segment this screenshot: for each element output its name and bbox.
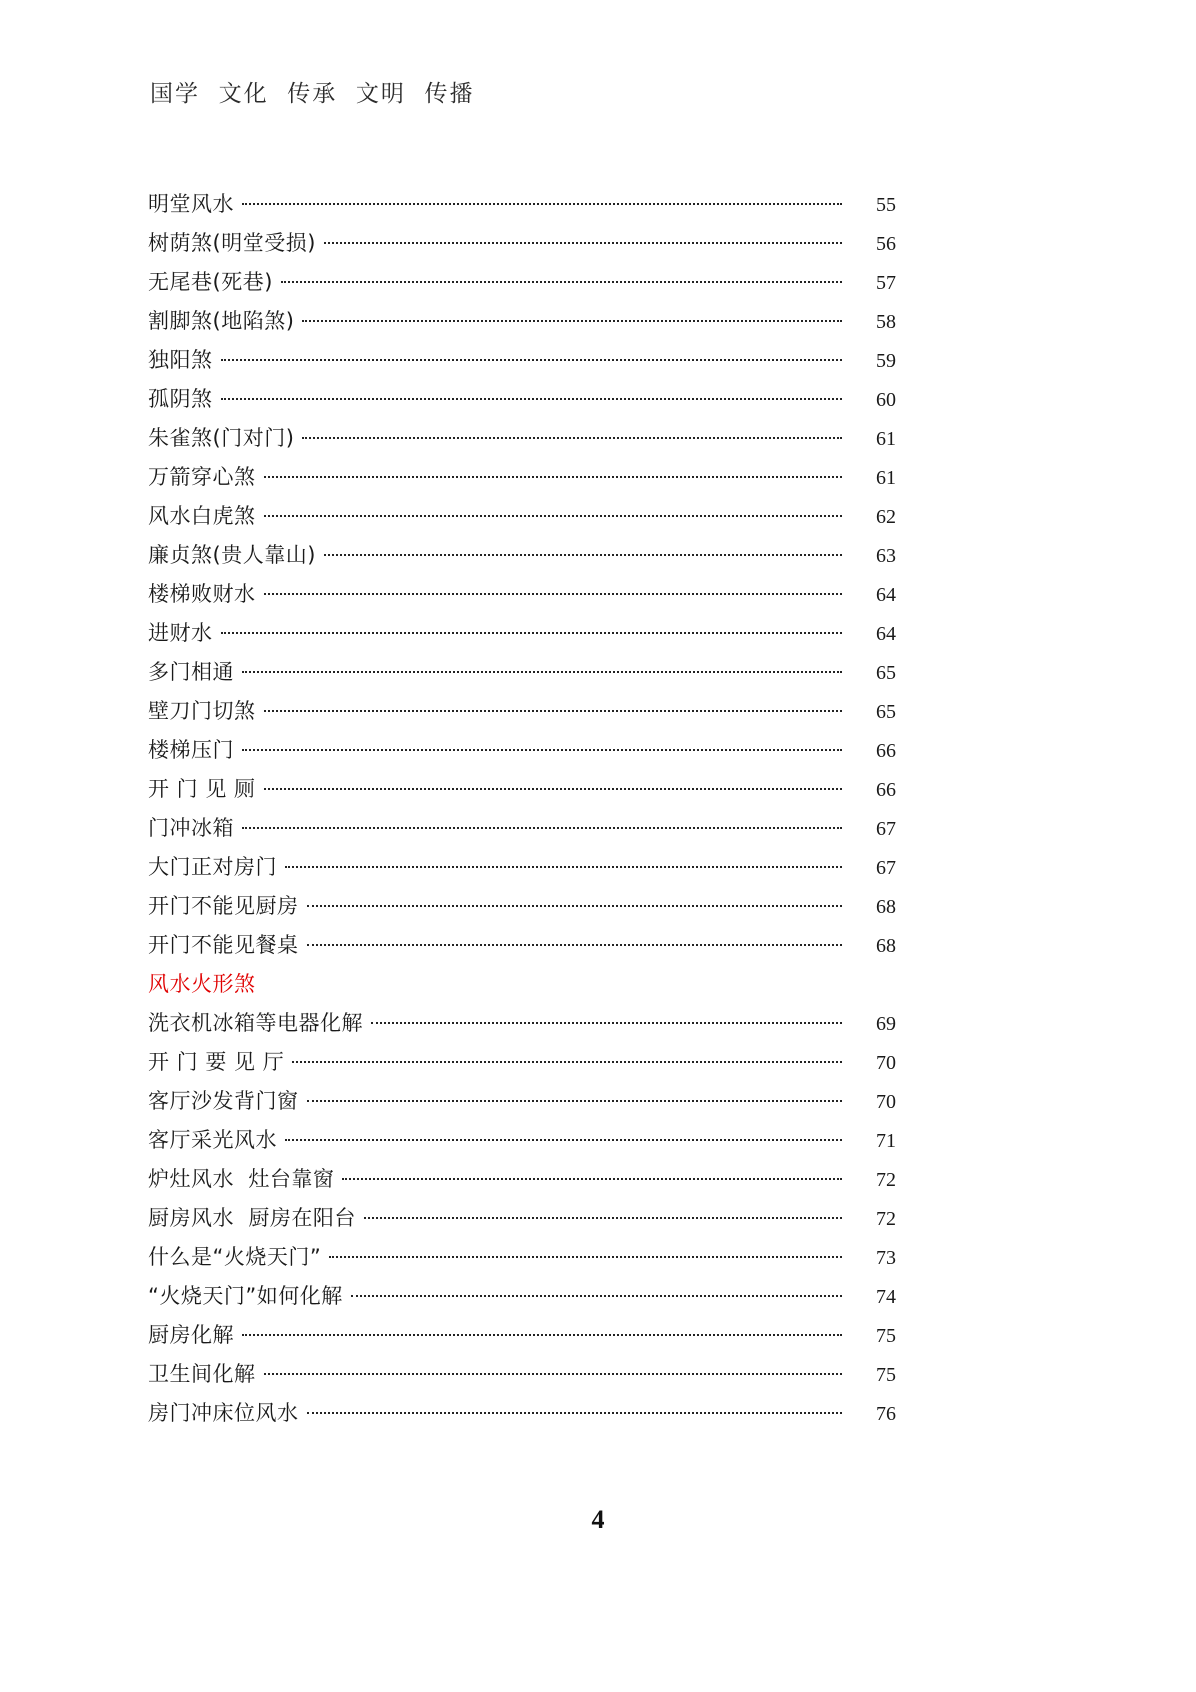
toc-entry-page: 64 <box>876 584 896 606</box>
toc-leader-dots <box>292 1061 842 1063</box>
toc-entry-page: 72 <box>876 1169 896 1191</box>
toc-entry[interactable] <box>148 1358 896 1397</box>
toc-leader-dots <box>242 1334 842 1336</box>
table-of-contents <box>148 188 896 1436</box>
toc-entry-title: 孤阴煞 <box>148 387 213 411</box>
toc-leader-dots <box>242 749 842 751</box>
toc-entry[interactable] <box>148 422 896 461</box>
toc-entry-page: 69 <box>876 1013 896 1035</box>
toc-entry-page: 61 <box>876 428 896 450</box>
toc-entry-page: 61 <box>876 467 896 489</box>
toc-leader-dots <box>285 866 842 868</box>
toc-entry-page: 67 <box>876 857 896 879</box>
toc-leader-dots <box>242 827 842 829</box>
toc-entry-page: 57 <box>876 272 896 294</box>
toc-leader-dots <box>307 1100 843 1102</box>
toc-leader-dots <box>324 554 842 556</box>
toc-leader-dots <box>307 1412 843 1414</box>
page-header: 国学 文化 传承 文明 传播 <box>150 81 475 107</box>
toc-leader-dots <box>342 1178 842 1180</box>
toc-entry-title: 树荫煞(明堂受损) <box>148 231 316 255</box>
toc-entry-page: 63 <box>876 545 896 567</box>
toc-entry[interactable] <box>148 539 896 578</box>
toc-entry-title: 门冲冰箱 <box>148 816 234 840</box>
toc-entry-page: 73 <box>876 1247 896 1269</box>
toc-entry-title: 大门正对房门 <box>148 855 277 879</box>
toc-entry-page: 56 <box>876 233 896 255</box>
toc-entry-title: 卫生间化解 <box>148 1362 256 1386</box>
toc-entry-title: 楼梯压门 <box>148 738 234 762</box>
toc-leader-dots <box>264 515 843 517</box>
toc-leader-dots <box>302 437 842 439</box>
toc-entry-title: 明堂风水 <box>148 192 234 216</box>
toc-entry[interactable] <box>148 656 896 695</box>
toc-entry-page: 65 <box>876 662 896 684</box>
toc-entry-title: 客厅采光风水 <box>148 1128 277 1152</box>
toc-section-heading[interactable] <box>148 968 896 1007</box>
toc-entry-title: 厨房风水 厨房在阳台 <box>148 1206 356 1230</box>
toc-entry-title: 开 门 要 见 厅 <box>148 1050 285 1074</box>
toc-entry-title: 厨房化解 <box>148 1323 234 1347</box>
toc-entry-title: 独阳煞 <box>148 348 213 372</box>
toc-entry-title: 割脚煞(地陷煞) <box>148 309 295 333</box>
toc-entry-title: 朱雀煞(门对门) <box>148 426 295 450</box>
toc-entry-title: 多门相通 <box>148 660 234 684</box>
toc-leader-dots <box>351 1295 842 1297</box>
toc-entry[interactable] <box>148 1007 896 1046</box>
toc-entry[interactable] <box>148 812 896 851</box>
toc-entry-page: 75 <box>876 1364 896 1386</box>
toc-entry-page: 59 <box>876 350 896 372</box>
toc-entry[interactable] <box>148 500 896 539</box>
toc-entry-title: 楼梯败财水 <box>148 582 256 606</box>
toc-entry-title: “火烧天门”如何化解 <box>148 1284 343 1308</box>
toc-entry-page: 70 <box>876 1052 896 1074</box>
toc-entry-page: 67 <box>876 818 896 840</box>
toc-leader-dots <box>264 1373 843 1375</box>
toc-leader-dots <box>264 710 843 712</box>
toc-entry-title: 洗衣机冰箱等电器化解 <box>148 1011 363 1035</box>
toc-entry-page: 76 <box>876 1403 896 1425</box>
toc-entry[interactable] <box>148 1241 896 1280</box>
toc-entry[interactable] <box>148 929 896 968</box>
toc-entry-page: 62 <box>876 506 896 528</box>
toc-entry-title: 廉贞煞(贵人靠山) <box>148 543 316 567</box>
toc-leader-dots <box>264 476 843 478</box>
toc-leader-dots <box>307 944 843 946</box>
toc-entry-page: 68 <box>876 935 896 957</box>
toc-entry[interactable] <box>148 344 896 383</box>
toc-leader-dots <box>221 359 843 361</box>
toc-entry-page: 75 <box>876 1325 896 1347</box>
toc-entry[interactable] <box>148 227 896 266</box>
toc-entry[interactable] <box>148 695 896 734</box>
toc-entry-page: 58 <box>876 311 896 333</box>
toc-entry[interactable] <box>148 305 896 344</box>
toc-leader-dots <box>324 242 842 244</box>
toc-entry-title: 壁刀门切煞 <box>148 699 256 723</box>
toc-entry-title: 房门冲床位风水 <box>148 1401 299 1425</box>
toc-entry-page: 72 <box>876 1208 896 1230</box>
toc-entry[interactable] <box>148 773 896 812</box>
toc-leader-dots <box>307 905 843 907</box>
toc-entry[interactable] <box>148 1046 896 1085</box>
toc-entry[interactable] <box>148 851 896 890</box>
toc-entry-page: 55 <box>876 194 896 216</box>
toc-entry-title: 客厅沙发背门窗 <box>148 1089 299 1113</box>
toc-leader-dots <box>281 281 842 283</box>
toc-entry-title: 开门不能见餐桌 <box>148 933 299 957</box>
toc-entry-title: 万箭穿心煞 <box>148 465 256 489</box>
toc-leader-dots <box>221 398 843 400</box>
toc-entry-title: 开 门 见 厕 <box>148 777 256 801</box>
toc-entry-title: 炉灶风水 灶台靠窗 <box>148 1167 335 1191</box>
toc-entry[interactable] <box>148 1085 896 1124</box>
toc-entry[interactable] <box>148 1124 896 1163</box>
toc-leader-dots <box>242 671 842 673</box>
toc-entry-page: 65 <box>876 701 896 723</box>
toc-entry[interactable] <box>148 1202 896 1241</box>
toc-entry-page: 68 <box>876 896 896 918</box>
toc-entry[interactable] <box>148 383 896 422</box>
toc-leader-dots <box>371 1022 842 1024</box>
toc-entry[interactable] <box>148 890 896 929</box>
toc-entry[interactable] <box>148 1319 896 1358</box>
toc-entry-title: 风水火形煞 <box>148 972 256 996</box>
toc-entry[interactable] <box>148 461 896 500</box>
toc-entry[interactable] <box>148 578 896 617</box>
toc-entry-page: 71 <box>876 1130 896 1152</box>
toc-entry[interactable] <box>148 617 896 656</box>
toc-entry[interactable] <box>148 188 896 227</box>
toc-entry[interactable] <box>148 734 896 773</box>
toc-entry-page: 64 <box>876 623 896 645</box>
toc-entry-title: 开门不能见厨房 <box>148 894 299 918</box>
toc-entry-title: 进财水 <box>148 621 213 645</box>
toc-entry-page: 66 <box>876 740 896 762</box>
toc-leader-dots <box>221 632 843 634</box>
toc-entry-page: 70 <box>876 1091 896 1113</box>
toc-entry-page: 60 <box>876 389 896 411</box>
toc-entry[interactable] <box>148 266 896 305</box>
page-number: 4 <box>591 1505 605 1534</box>
toc-leader-dots <box>264 788 842 790</box>
toc-leader-dots <box>285 1139 842 1141</box>
toc-entry[interactable] <box>148 1280 896 1319</box>
toc-leader-dots <box>242 203 842 205</box>
toc-leader-dots <box>364 1217 842 1219</box>
toc-entry[interactable] <box>148 1163 896 1202</box>
toc-leader-dots <box>264 593 843 595</box>
toc-leader-dots <box>329 1256 842 1258</box>
toc-entry-title: 什么是“火烧天门” <box>148 1245 322 1269</box>
toc-entry[interactable] <box>148 1397 896 1436</box>
toc-entry-page: 74 <box>876 1286 896 1308</box>
toc-entry-title: 无尾巷(死巷) <box>148 270 273 294</box>
toc-leader-dots <box>302 320 842 322</box>
toc-entry-page: 66 <box>876 779 896 801</box>
toc-entry-title: 风水白虎煞 <box>148 504 256 528</box>
